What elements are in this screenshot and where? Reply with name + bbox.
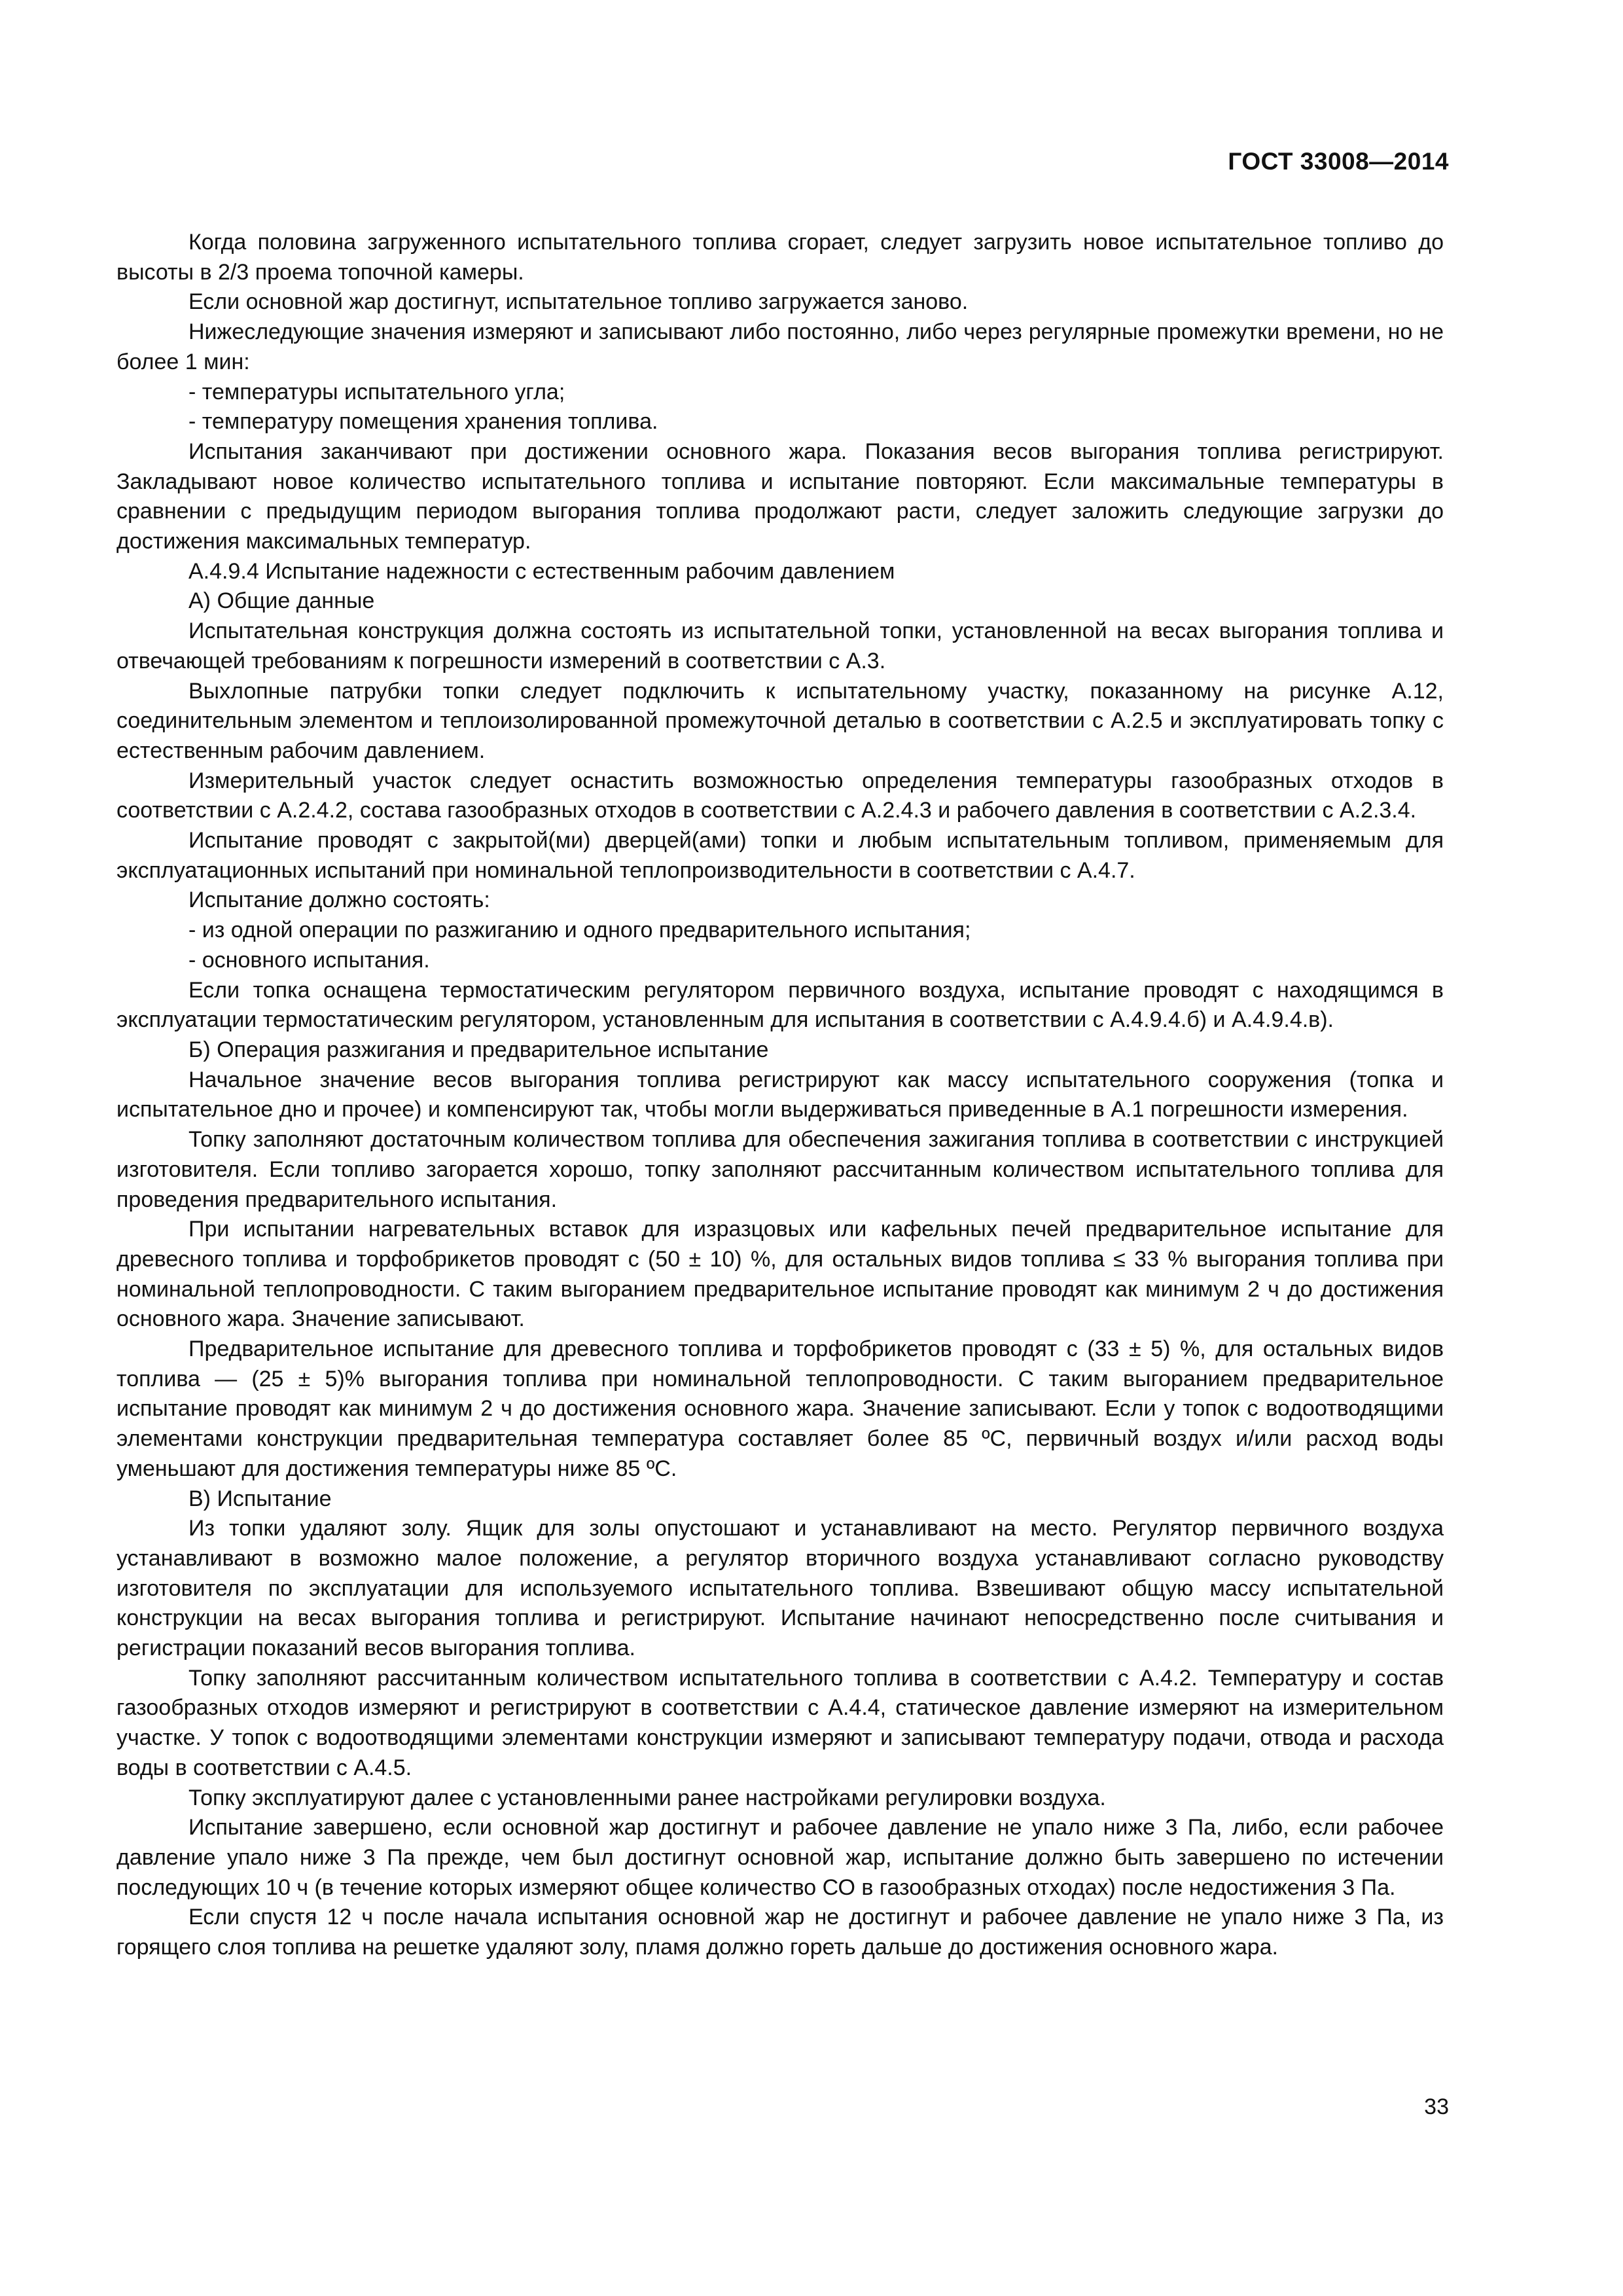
list-item: - температуру помещения хранения топлива. <box>188 409 658 435</box>
paragraph: Если топка оснащена термостатическим регулятором первичного воздуха, испытание проводят с находящимся в эксплуатации термостатическим регулятором, установленным для испытания в соответствии с А.4.9.4.б) и А.4.9.4.в). <box>116 977 1444 1033</box>
list-item: - температуры испытательного угла; <box>188 379 565 404</box>
paragraph: Испытания заканчивают при достижении основного жара. Показания весов выгорания топлива регистрируют. Закладывают новое количество испытательного топлива и испытание повторяют. Если максимальные температуры в сравнении с предыдущим периодом выгорания топлива продолжают расти, следует заложить следующие загрузки до достижения максимальных температур. <box>116 439 1444 554</box>
page-number: 33 <box>1424 2094 1449 2119</box>
document-header: ГОСТ 33008—2014 <box>1228 148 1449 175</box>
list-item: - из одной операции по разжиганию и одного предварительного испытания; <box>188 918 971 943</box>
paragraph: Измерительный участок следует оснастить возможностью определения температуры газообразных отходов в соответствии с А.2.4.2, состава газообразных отходов в соответствии с А.2.4.3 и рабочего давления в соответствии с А.2.3.4. <box>116 768 1444 823</box>
paragraph: Если основной жар достигнут, испытательное топливо загружается заново. <box>188 289 969 315</box>
paragraph: Начальное значение весов выгорания топлива регистрируют как массу испытательного сооружения (топка и испытательное дно и прочее) и компенсируют так, чтобы могли выдерживаться приведенные в А.1 погрешности измерения. <box>116 1067 1444 1122</box>
section-heading: А.4.9.4 Испытание надежности с естественным рабочим давлением <box>188 558 895 584</box>
subsection-heading: Б) Операция разжигания и предварительное испытание <box>188 1037 769 1062</box>
paragraph: Испытание завершено, если основной жар достигнут и рабочее давление не упало ниже 3 Па, либо, если рабочее давление упало ниже 3 Па прежде, чем был достигнут основной жар, испытание должно быть завершено по истечении последующих 10 ч (в течение которых измеряют общее количество СО в газообразных отходах) после недостижения 3 Па. <box>116 1815 1444 1900</box>
paragraph: Когда половина загруженного испытательного топлива сгорает, следует загрузить новое испытательное топливо до высоты в 2/3 проема топочной камеры. <box>116 230 1444 285</box>
paragraph: Из топки удаляют золу. Ящик для золы опустошают и устанавливают на место. Регулятор первичного воздуха устанавливают в возможно малое положение, а регулятор вторичного воздуха устанавливают согласно руководству изготовителя по эксплуатации для используемого испытательного топлива. Взвешивают общую массу испытательной конструкции на весах выгорания топлива и регистрируют. Испытание начинают непосредственно после считывания и регистрации показаний весов выгорания топлива. <box>116 1516 1444 1661</box>
paragraph: Топку заполняют рассчитанным количеством испытательного топлива в соответствии с А.4.2. Температуру и состав газообразных отходов измеряют и регистрируют в соответствии с А.4.4, статическое давление измеряют на измерительном участке. У топок с водоотводящими элементами конструкции измеряют и записывают температуру подачи, отвода и расхода воды в соответствии с А.4.5. <box>116 1665 1444 1780</box>
document-body <box>116 228 1444 1963</box>
paragraph: Выхлопные патрубки топки следует подключить к испытательному участку, показанному на рисунке А.12, соединительным элементом и теплоизолированной промежуточной деталью в соответствии с А.2.5 и эксплуатировать топку с естественным рабочим давлением. <box>116 678 1444 763</box>
paragraph: Топку заполняют достаточным количеством топлива для обеспечения зажигания топлива в соответствии с инструкцией изготовителя. Если топливо загорается хорошо, топку заполняют рассчитанным количеством испытательного топлива для проведения предварительного испытания. <box>116 1127 1444 1212</box>
paragraph: Испытание проводят с закрытой(ми) дверцей(ами) топки и любым испытательным топливом, применяемым для эксплуатационных испытаний при номинальной теплопроизводительности в соответствии с А.4.7. <box>116 828 1444 883</box>
paragraph: Испытание должно состоять: <box>188 888 490 913</box>
paragraph: При испытании нагревательных вставок для изразцовых или кафельных печей предварительное испытание для древесного топлива и торфобрикетов проводят с (50 ± 10) %, для остальных видов топлива ≤ 33 % выгорания топлива при номинальной теплопроводности. С таким выгоранием предварительное испытание проводят как минимум 2 ч до достижения основного жара. Значение записывают. <box>116 1217 1444 1332</box>
list-item: - основного испытания. <box>188 947 430 973</box>
paragraph: Топку эксплуатируют далее с установленными ранее настройками регулировки воздуха. <box>188 1785 1106 1810</box>
paragraph: Если спустя 12 ч после начала испытания основной жар не достигнут и рабочее давление не упало ниже 3 Па, из горящего слоя топлива на решетке удаляют золу, пламя должно гореть дальше до достижения основного жара. <box>116 1905 1444 1960</box>
subsection-heading: А) Общие данные <box>188 588 375 614</box>
paragraph: Нижеследующие значения измеряют и записывают либо постоянно, либо через регулярные промежутки времени, но не более 1 мин: <box>116 319 1444 374</box>
subsection-heading: В) Испытание <box>188 1486 332 1511</box>
paragraph: Испытательная конструкция должна состоять из испытательной топки, установленной на весах выгорания топлива и отвечающей требованиям к погрешности измерений в соответствии с А.3. <box>116 619 1444 673</box>
paragraph: Предварительное испытание для древесного топлива и торфобрикетов проводят с (33 ± 5) %, для остальных видов топлива — (25 ± 5)% выгорания топлива при номинальной теплопроводности. С таким выгоранием предварительное испытание проводят как минимум 2 ч до достижения основного жара. Значение записывают. Если у топок с водоотводящими элементами конструкции предварительная температура составляет более 85 ºС, первичный воздух и/или расход воды уменьшают для достижения температуры ниже 85 ºС. <box>116 1336 1444 1481</box>
